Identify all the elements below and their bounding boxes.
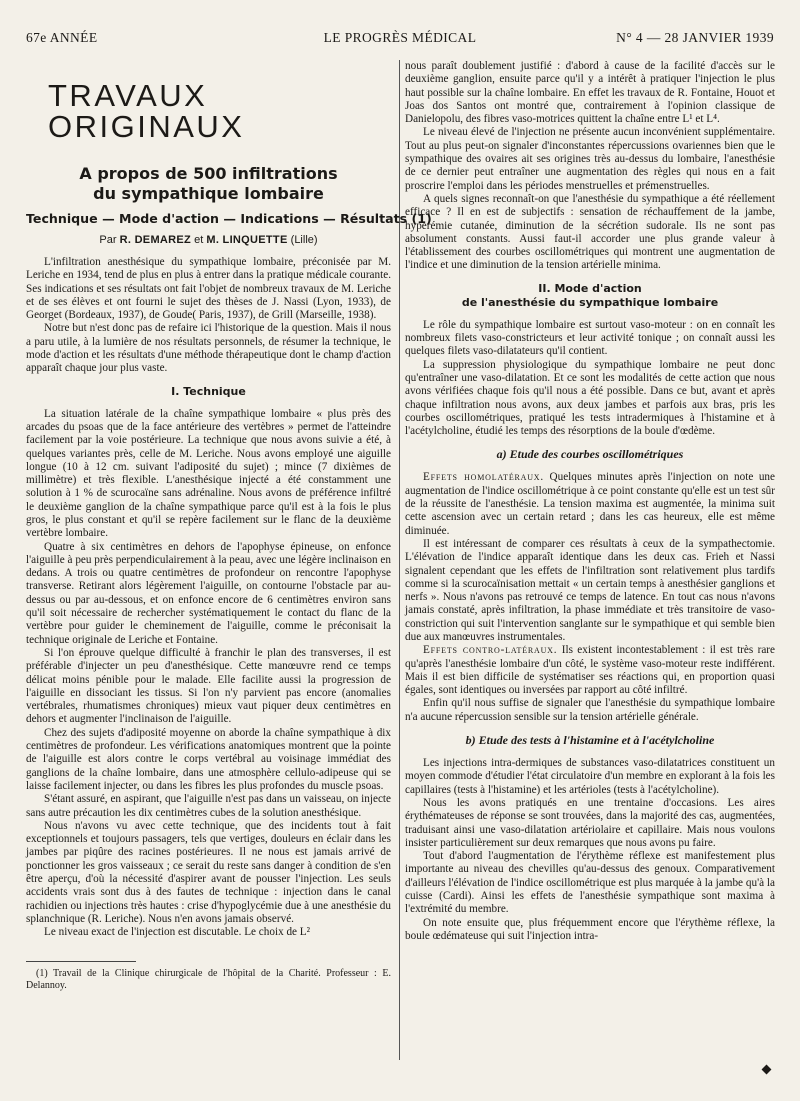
section-2-heading-line-1: II. Mode d'action (538, 281, 642, 295)
edition-label: 67e ANNÉE (26, 30, 98, 45)
body-paragraph (405, 697, 775, 724)
byline-et: et (194, 233, 204, 246)
body-paragraph (405, 471, 775, 537)
paragraph-text: Enfin qu'il nous suffise de signaler que l'anesthésie du sympathique lombaire n'a aucune répercussion sensible sur la tension artérielle générale. (405, 697, 775, 723)
right-column (405, 60, 775, 943)
running-head (26, 30, 774, 50)
paragraph-lead: Effets contro-latéraux. (423, 644, 558, 657)
body-paragraph: Nous n'avons vu avec cette technique, que des incidents tout à fait exceptionnels et toujours passagers, tels que vertiges, douleurs en éclair dans les jambes par piqûre des racines postérieures. Il ne nous est jamais arrivé de ponctionner les gros vaisseaux ; ce serait du reste sans danger à condition de s'en être aperçu, d'où la nécessité d'aspirer avant de pousser l'injection. Les seuls accidents vrais sont dus à des fautes de technique : injection dans le canal rachidien ou injections très hautes : crise d'hypoglycémie due à une anesthésie du splanchnique (R. Leriche). Nous n'en avons jamais observé. (26, 819, 391, 925)
continuation-paragraph: nous paraît doublement justifié : d'abord à cause de la facilité d'accès sur le deuxième ganglion, ensuite parce qu'il y a intérêt à pratiquer l'injection le plus haut possible sur la chaîne lombaire. En effet les travaux de R. Fontaine, Houot et Joas dos Santos ont montré que, contrairement à l'opinion classique de Danielopolu, des fibres vaso-motrices quittent la chaîne entre L¹ et L⁴. (405, 60, 775, 126)
paragraph-text: Quelques minutes après l'injection on note une augmentation de l'indice oscillométrique à ce point constante qu'elle est un test sûr de la réussite de l'anesthésie. La tension maxima est augmentée, la minima suit cette ascension avec un certain retard ; dans les cas heureux, elle est même diminuée. (405, 471, 775, 537)
body-paragraph (405, 538, 775, 644)
subsection-a-heading: a) Etude des courbes oscillométriques (496, 447, 684, 462)
body-paragraph (405, 644, 775, 697)
body-paragraph: La suppression physiologique du sympathique lombaire ne peut donc qu'entraîner une vaso-dilatation. Et ce sont les modalités de cette action que nous avons vérifiées chaque fois qu'il nous a été possible. Dans ce but, avant et après chaque infiltration nous avons, aux deux jambes et parfois aux bras, pris les courbes oscillométriques, pratiqué les tests intradermiques à l'histamine et à l'acétylcholine, étudié les temps des résorptions de la boule d'œdème. (405, 358, 775, 438)
body-paragraph: Nous les avons pratiqués en une trentaine d'occasions. Les aires érythémateuses de réponse se sont trouvées, dans la majorité des cas, augmentées, traduisant ainsi une vaso-dilatation artériolaire et capillaire. Mais nous voulons insister particulièrement sur deux remarques que nous avons pu faire. (405, 796, 775, 849)
section-banner: TRAVAUX ORIGINAUX (48, 78, 245, 144)
footnote: (1) Travail de la Clinique chirurgicale de l'hôpital de la Charité. Professeur : E. Delannoy. (26, 968, 391, 992)
body-paragraph: Les injections intra-dermiques de substances vaso-dilatatrices constituent un moyen commode d'étudier l'état circulatoire d'un membre en explorant à la fois les capillaires (tests à l'histamine) et les artérioles (tests à l'acétylcholine). (405, 757, 775, 796)
body-paragraph: A quels signes reconnaît-on que l'anesthésie du sympathique a été réellement efficace ? Il en est de subjectifs : sensation de réchauffement de la jambe, hyperémie cutanée, diminution de la sécrétion sudorale. Ils ne sont pas absolument constants. Aussi faut-il accorder une plus grande valeur à l'établissement des courbes oscillométriques qui montrent une augmentation de l'indice et une diminution de la tension artérielle minima. (405, 192, 775, 272)
article-title-line-1: A propos de 500 infiltrations (79, 164, 338, 183)
section-1-heading: I. Technique (171, 384, 246, 398)
paragraph-text: Il est intéressant de comparer ces résultats à ceux de la sympathectomie. L'élévation de l'indice apparaît identique dans les deux cas. Frieh et Nassi signalent cependant que les effets de l'infiltration sont relativement plus tardifs comme si la scurocaïnisation mettait « un certain temps à anesthésier ganglions et nerfs ». Nous n'avons pas retrouvé ce temps de latence. En tout cas nous n'avons jamais constaté, après infiltration, la phase immédiate et très transitoire de vaso-constriction qui suit l'intervention sanglante sur le sympathique et qui semble bien due aux manœuvres instrumentales. (405, 537, 775, 643)
affiliation: (Lille) (290, 233, 318, 246)
body-paragraph: Le rôle du sympathique lombaire est surtout vaso-moteur : on en connaît les nombreux filets vaso-constricteurs et leur activité tonique ; on connaît aussi les quelques filets vaso-dilatateurs qu'il contient. (405, 318, 775, 358)
intro-paragraph: L'infiltration anesthésique du sympathique lombaire, préconisée par M. Leriche en 1934, tend de plus en plus à entrer dans la pratique médicale courante. Ses indications et ses résultats ont fait l'objet de nombreux travaux de M. Leriche et de ses élèves et ont fourni le sujet des thèses de J. Nassi (Lyon, 1933), de Georget (Bordeaux, 1937), de Goude( Paris, 1937), de Grill (Marseille, 1938). (26, 255, 391, 322)
body-paragraph: On note ensuite que, plus fréquemment encore que l'érythème réflexe, la boule œdémateuse qui suit l'injection intra- (405, 916, 775, 942)
body-paragraph: Le niveau exact de l'injection est discutable. Le choix de L² (44, 926, 310, 939)
article-title-line-2: du sympathique lombaire (93, 184, 324, 204)
intro-paragraph: Notre but n'est donc pas de refaire ici l'historique de la question. Mais il nous a paru utile, à la lumière de nos résultats personnels, de résumer la technique, le mode d'action et les résultats d'une méthode thérapeutique dont le champ d'action apparaît chaque jour plus vaste. (26, 322, 391, 375)
body-paragraph: Chez des sujets d'adiposité moyenne on aborde la chaîne sympathique à dix centimètres de profondeur. Les vérifications anatomiques montrent que la pointe de l'aiguille est alors contre le corps vertébral au voisinage immédiat des ganglions de la chaîne lombaire, dans une atmosphère cellulo-adipeuse qui se laisse facilement injecter, ou dans les fibres les plus profondes du muscle psoas. (26, 726, 391, 792)
article-subtitle: Technique — Mode d'action — Indications — Résultats (1) (26, 210, 432, 226)
subsection-b-heading: b) Etude des tests à l'histamine et à l'acétylcholine (465, 733, 715, 748)
body-paragraph: La situation latérale de la chaîne sympathique lombaire « plus près des arcades du psoas que de la face antérieure des vertèbres » permet de l'atteindre facilement par la voie postérieure. La technique que nous avons suivie a été, à quelques variantes près, celle de M. Leriche. Nous avons employé une aiguille longue (10 à 12 cm. suivant l'adiposité du sujet) ; mince (7 dixièmes de millimètre) et très flexible. L'anesthésique injecté a été constamment une solution à 1 % de scurocaïne sans adrénaline. Nous avons de préférence infiltré le deuxième ganglion de la chaîne sympathique parce qu'il est à la fois le plus gros, le plus constant et qu'il se repère facilement sur le flanc de la deuxième vertèbre lombaire. (26, 407, 391, 540)
body-paragraph: Quatre à six centimètres en dehors de l'apophyse épineuse, on enfonce l'aiguille à peu près perpendiculairement à la peau, avec une légère inclinaison en dedans. A trois ou quatre centimètres de profondeur on rencontre l'apophyse transverse. Retirant alors légèrement l'aiguille, on contourne l'obstacle par au-dessus ou par au-dessous, et on enfonce encore de 6 centimètres environ sans qu'il soit nécessaire de rechercher systématiquement le contact du flanc de la vertèbre pour guider le cheminement de l'aiguille, comme le préconisait la technique originale de Leriche et Fontaine. (26, 540, 391, 646)
body-paragraph: S'étant assuré, en aspirant, que l'aiguille n'est pas dans un vaisseau, on injecte sans autre précaution les dix centimètres cubes de la solution anesthésique. (26, 793, 391, 819)
paragraph-lead: Effets homolatéraux. (423, 471, 544, 484)
section-2-heading (405, 282, 775, 310)
author-2: M. LINQUETTE (206, 233, 288, 246)
byline-par: Par (99, 233, 117, 246)
section-2-heading-line-2: de l'anesthésie du sympathique lombaire (461, 295, 719, 309)
footnote-rule (26, 961, 136, 962)
journal-name: LE PROGRÈS MÉDICAL (323, 30, 477, 45)
issue-date: N° 4 — 28 JANVIER 1939 (616, 30, 774, 45)
end-diamond-ornament (762, 1065, 772, 1075)
author-1: R. DEMAREZ (119, 233, 192, 246)
byline (26, 234, 391, 246)
body-paragraph: Tout d'abord l'augmentation de l'érythème réflexe est manifestement plus importante au niveau des chevilles qu'au-dessus des genoux. Comparativement d'ailleurs l'élévation de l'indice oscillométrique est plus marquée à la jambe qu'à la cuisse (Cardi). Ainsi les effets de l'anesthésie sympathique sont maxima à l'extrémité du membre. (405, 850, 775, 916)
body-paragraph: Le niveau élevé de l'injection ne présente aucun inconvénient supplémentaire. Tout au plus peut-on signaler d'inconstantes répercussions ovariennes bien que le sympathique des ovaires ait ses origines très au-dessus du lombaire, l'anesthésie de ce dernier peut entraîner une augmentation des règles qui nous en a fait proscrire l'emploi dans les périodes menstruelles et prémenstruelles. (405, 126, 775, 192)
left-column (26, 60, 432, 1060)
paragraph-text: Ils existent incontestablement : il est très rare qu'après l'anesthésie lombaire d'un côté, le système vaso-moteur reste indifférent. Mais il est bien difficile de systématiser ses réactions qui, en proportion quasi égales, sont identiques ou inversées par rapport au côté infiltré. (405, 644, 775, 697)
body-paragraph: Si l'on éprouve quelque difficulté à franchir le plan des transverses, il est préférable d'injecter un peu d'anesthésique. Cette manœuvre rend ce temps délicat moins pénible pour le malade. Elle facilite aussi la progression de l'aiguille en dissociant les tissus. Si l'on n'y parvient pas encore (anomalies vertébrales, rhumatismes chroniques) mieux vaut piquer deux centimètres en dehors et augmenter l'inclinaison de l'aiguille. (26, 646, 391, 726)
article-title (26, 164, 391, 205)
